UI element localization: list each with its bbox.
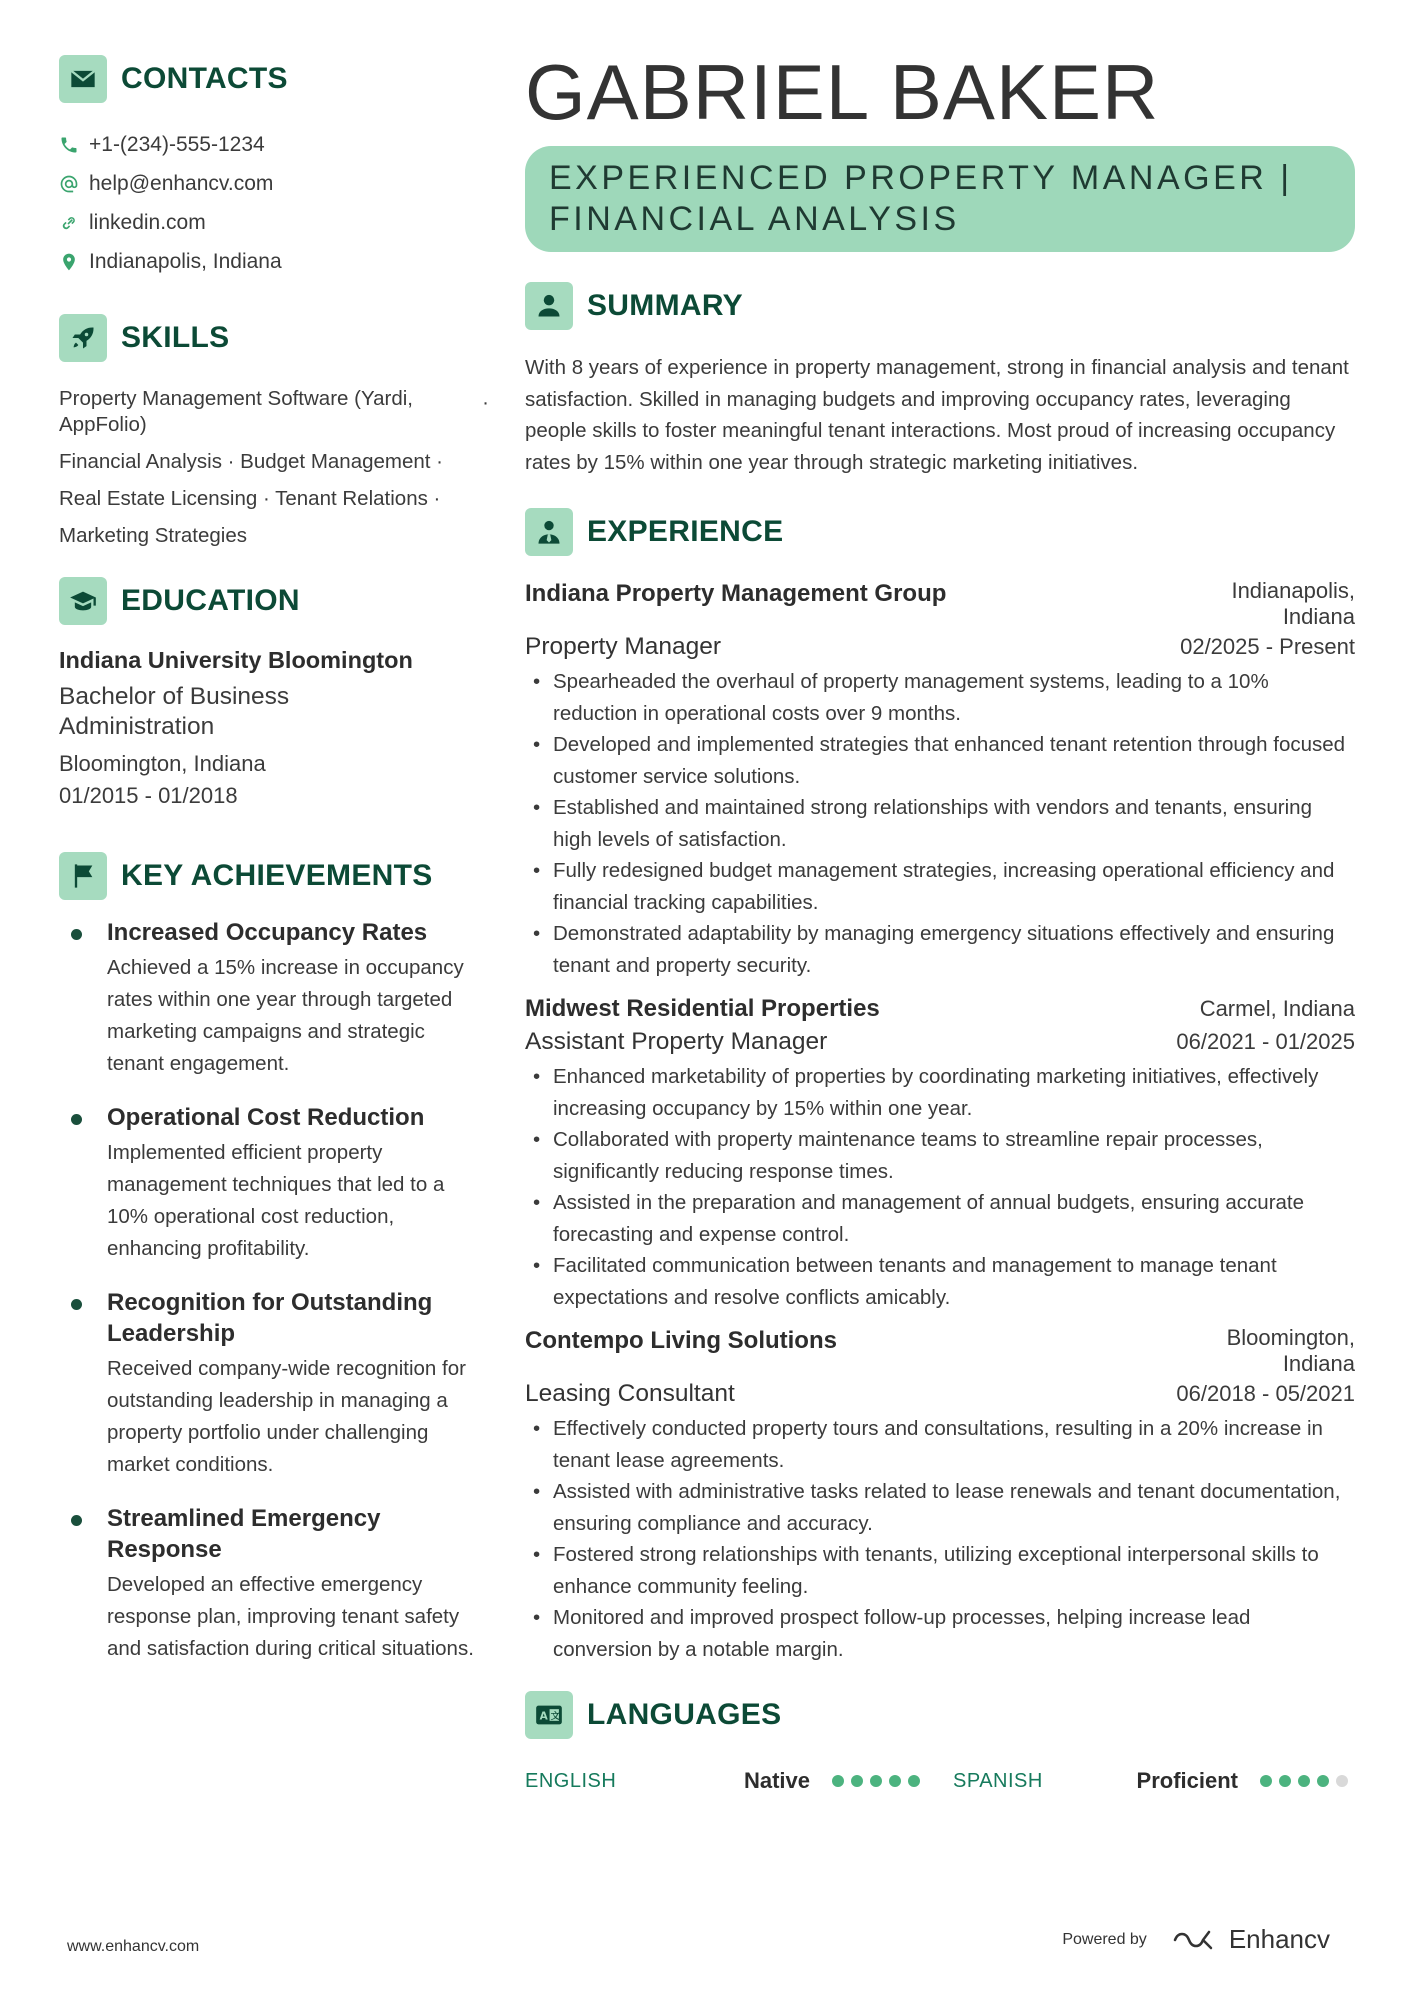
location-text: Indianapolis, Indiana [89,249,282,273]
job-bullet: • Effectively conducted property tours and consultations, resulting in a 20% increase in tenant lease agreements. [525,1413,1355,1476]
rating-dot-filled [1298,1775,1310,1787]
achievement-title: Recognition for Outstanding Leadership [107,1289,433,1347]
achievement-desc: Developed an effective emergency response plan, improving tenant safety and satisfaction during critical situations. [107,1573,474,1660]
job-entry [525,993,1355,1313]
languages-title: LANGUAGES [587,1698,782,1731]
language-name: ENGLISH [525,1769,617,1792]
job-bullet: • Established and maintained strong relationships with vendors and tenants, ensuring high levels of satisfaction. [525,792,1355,855]
job-title: Assistant Property Manager [525,1028,828,1055]
svg-text:文: 文 [550,1711,561,1723]
map-pin-icon [59,252,89,272]
education-section [59,577,479,812]
degree: Bachelor of Business Administration [59,683,290,740]
education-title: EDUCATION [121,584,300,617]
languages-section [525,1691,1355,1801]
rating-dot-filled [1260,1775,1272,1787]
achievement-title: Operational Cost Reduction [107,1104,425,1131]
job-bullet: • Collaborated with property maintenance teams to streamline repair processes, significantly reducing response times. [525,1124,1355,1187]
achievement-item [59,917,489,1080]
contact-location [59,242,479,281]
skills-title: SKILLS [121,321,230,354]
rating-dot-empty [1336,1775,1348,1787]
skills-section [59,314,489,549]
job-bullet: • Enhanced marketability of properties by coordinating marketing initiatives, effectively increasing occupancy by 15% within one year. [525,1061,1355,1124]
phone-icon [59,135,89,155]
footer-branding [1062,1924,1330,1955]
job-title: Leasing Consultant [525,1380,735,1407]
candidate-name: GABRIEL BAKER [525,48,1160,136]
skills-header [59,314,479,362]
language-item [953,1768,1355,1794]
school-location: Bloomington, Indiana [59,751,266,776]
contacts-header [59,55,479,103]
link-icon [59,213,89,233]
job-location-line: Bloomington, [1226,1325,1355,1350]
language-name: SPANISH [953,1769,1043,1792]
job-bullet: • Facilitated communication between tenants and management to manage tenant expectations and resolve conflicts amicably. [525,1250,1355,1313]
experience-section [525,508,1355,1665]
language-rating [832,1775,927,1787]
summary-title: SUMMARY [587,289,743,322]
job-bullets [525,1061,1355,1313]
achievements-list [59,917,479,1665]
language-level: Proficient [1136,1768,1238,1793]
rating-dot-filled [1279,1775,1291,1787]
job-location-line: Indiana [1282,604,1355,629]
flag-icon [59,852,107,900]
job-location-line: Indiana [1282,1351,1355,1376]
phone-text[interactable]: +1-(234)-555-1234 [89,132,265,156]
enhancv-logo-icon [1173,1928,1219,1952]
rating-dot-filled [832,1775,844,1787]
achievement-desc: Received company-wide recognition for outstanding leadership in managing a property portfolio under challenging market conditions. [107,1357,466,1476]
role-title: EXPERIENCED PROPERTY MANAGER | FINANCIAL ANALYSIS [549,159,1293,238]
job-location [1200,993,1355,1025]
languages-header [525,1691,1355,1739]
job-location [1231,578,1355,630]
job-location [1227,1325,1355,1377]
person-icon [525,282,573,330]
role-banner [525,146,1355,252]
rating-dot-filled [908,1775,920,1787]
job-bullet: • Assisted with administrative tasks related to lease renewals and tenant documentation, ensuring compliance and accuracy. [525,1476,1355,1539]
education-dates: 01/2015 - 01/2018 [59,783,238,808]
experience-header [525,508,1355,556]
achievement-desc: Achieved a 15% increase in occupancy rates within one year through targeted marketing campaigns and strategic tenant engagement. [107,956,464,1075]
school-name: Indiana University Bloomington [59,647,413,673]
skills-line: Real Estate Licensing · Tenant Relations · [59,487,441,510]
contact-phone [59,125,479,164]
powered-by-text: Powered by [1062,1930,1147,1948]
right-column [525,50,1355,1801]
summary-header [525,282,1355,330]
job-dates: 06/2021 - 01/2025 [1176,1029,1355,1054]
summary-section [525,282,1355,478]
rating-dot-filled [889,1775,901,1787]
achievements-section [59,852,479,1665]
contacts-title: CONTACTS [121,62,288,95]
job-bullet: • Monitored and improved prospect follow-up processes, helping increase lead conversion by a notable margin. [525,1602,1355,1665]
rating-dot-filled [1317,1775,1329,1787]
job-bullet: • Spearheaded the overhaul of property management systems, leading to a 10% reduction in operational costs over 9 months. [525,666,1355,729]
summary-text: With 8 years of experience in property management, strong in financial analysis and tenant satisfaction. Skilled in managing budgets and improving occupancy rates, leveraging people skills to foster meaningful tenant interactions. Most proud of increasing occupancy rates by 15% within one year through strategic marketing initiatives. [525,356,1349,474]
envelope-icon [59,55,107,103]
email-text[interactable]: help@enhancv.com [89,171,274,195]
briefcase-person-icon [525,508,573,556]
job-bullet: • Assisted in the preparation and management of annual budgets, ensuring accurate forecasting and expense control. [525,1187,1355,1250]
experience-title: EXPERIENCE [587,515,784,548]
job-bullet: • Fully redesigned budget management strategies, increasing operational efficiency and financial tracking capabilities. [525,855,1355,918]
rating-dot-filled [851,1775,863,1787]
achievement-item [59,1287,489,1481]
brand-logo[interactable] [1173,1924,1330,1955]
language-rating [1260,1775,1355,1787]
job-location-line: Indianapolis, [1231,578,1355,603]
footer-website[interactable]: www.enhancv.com [67,1938,200,1955]
skills-line [59,386,489,438]
job-bullet: • Fostered strong relationships with tenants, utilizing exceptional interpersonal skills to enhance community feeling. [525,1539,1355,1602]
job-bullets [525,666,1355,981]
job-dates: 02/2025 - Present [1180,634,1355,659]
left-column [59,55,489,1687]
skills-list [59,386,489,549]
achievement-title: Increased Occupancy Rates [107,919,428,946]
job-bullet: • Developed and implemented strategies that enhanced tenant retention through focused customer service solutions. [525,729,1355,792]
graduation-cap-icon [59,577,107,625]
achievement-item [59,1503,489,1665]
company-name: Contempo Living Solutions [525,1327,837,1354]
languages-list [525,1761,1355,1801]
company-name: Indiana Property Management Group [525,580,947,607]
achievements-header [59,852,479,900]
company-name: Midwest Residential Properties [525,995,880,1022]
job-dates: 06/2018 - 05/2021 [1176,1381,1355,1406]
svg-text:A: A [539,1710,548,1723]
translate-icon [525,1691,573,1739]
skill-separator: · [482,391,489,414]
contact-email [59,164,479,203]
job-title: Property Manager [525,633,722,660]
education-header [59,577,479,625]
job-entry [525,1325,1355,1665]
rocket-icon [59,314,107,362]
at-icon [59,174,89,194]
skills-line: Financial Analysis · Budget Management · [59,450,444,473]
contact-link [59,203,479,242]
contacts-section [59,55,479,281]
job-entry [525,578,1355,981]
job-bullets [525,1413,1355,1665]
link-text[interactable]: linkedin.com [89,210,206,234]
skills-line: Marketing Strategies [59,524,248,547]
rating-dot-filled [870,1775,882,1787]
skill-text: Property Management Software (Yardi, AppFolio) [59,387,413,436]
achievement-desc: Implemented efficient property management techniques that led to a 10% operational cost reduction, enhancing profitability. [107,1141,445,1260]
job-bullet: • Demonstrated adaptability by managing emergency situations effectively and ensuring tenant and property security. [525,918,1355,981]
achievements-title: KEY ACHIEVEMENTS [121,859,433,892]
brand-name: Enhancv [1228,1924,1330,1954]
language-item [525,1768,927,1794]
achievement-item [59,1102,489,1265]
language-level: Native [743,1768,810,1793]
job-location-line: Carmel, Indiana [1199,996,1355,1021]
achievement-title: Streamlined Emergency Response [107,1505,381,1563]
